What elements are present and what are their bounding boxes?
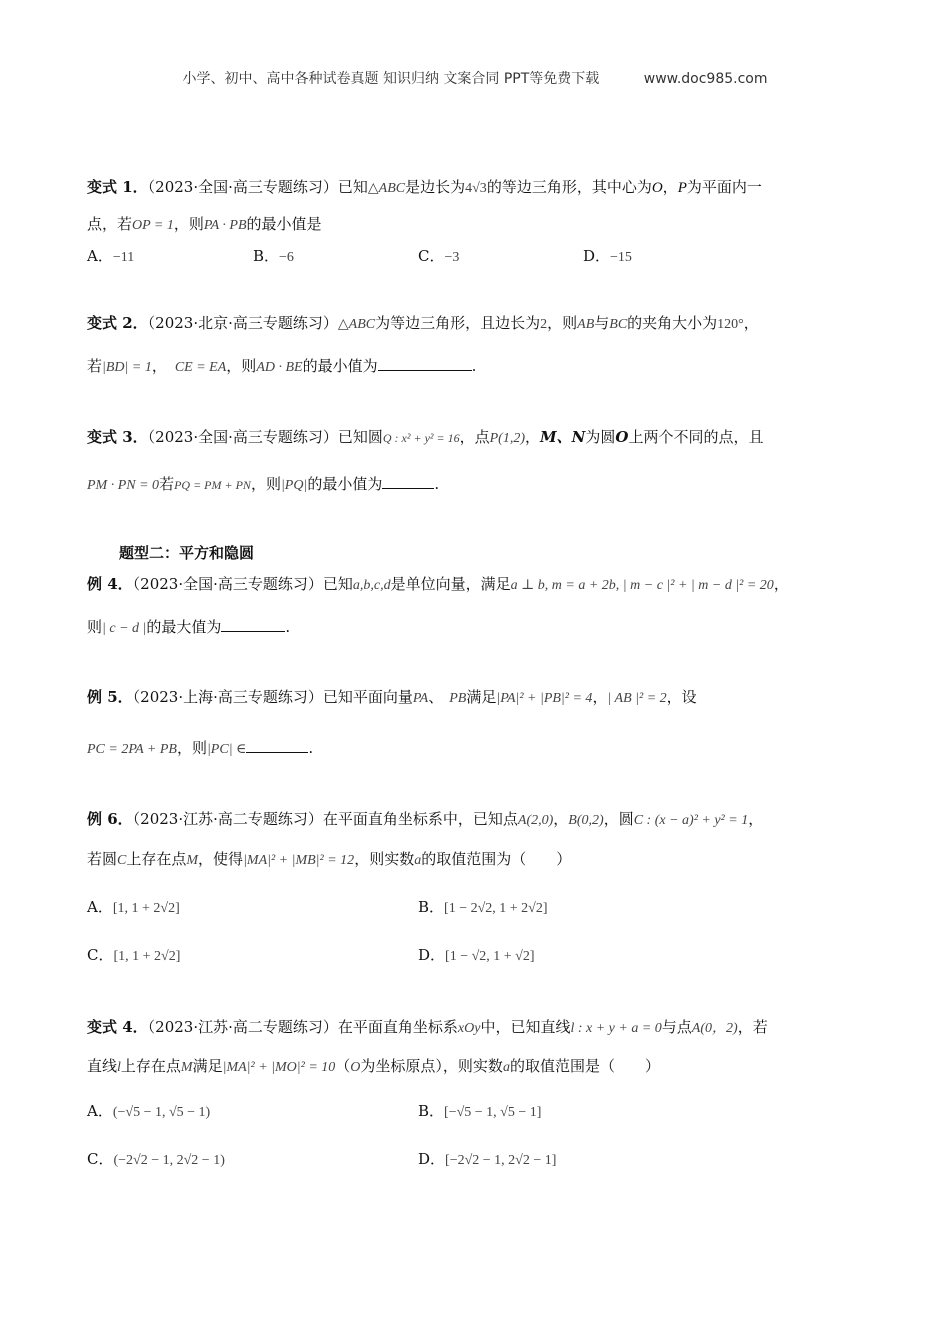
option-c[interactable]: C．[1, 1 + 2√2]: [87, 946, 181, 964]
math-condition: | AB |² = 2: [607, 691, 667, 706]
math-condition: |MA|² + |MO|² = 10: [222, 1060, 336, 1075]
question-text: ，圆: [603, 810, 634, 828]
math-vector-bc: BC: [609, 317, 628, 332]
math-coordinate-system: xOy: [457, 1021, 481, 1036]
math-vector-pb: PB: [449, 691, 467, 706]
question-text: 上存在点: [120, 1057, 181, 1075]
question-text: 的最小值为: [302, 357, 378, 375]
question-text: 的取值范围为（ ）: [421, 850, 572, 868]
math-variable-a: a: [414, 853, 422, 868]
question-text: .: [471, 357, 477, 375]
question-label: 变式 1．: [87, 178, 148, 196]
question-text: （: [335, 1057, 351, 1075]
math-condition: |PA|² + |PB|² = 4: [496, 691, 593, 706]
question-text: ，: [662, 178, 678, 196]
question-text: ，则: [226, 357, 257, 375]
question-text: （2023·上海·高三专题练习）已知平面向量: [132, 688, 413, 706]
question-text: ，: [151, 357, 167, 375]
header-url[interactable]: www.doc985.com: [643, 71, 768, 87]
math-condition: OP = 1: [132, 218, 174, 233]
question-text: ，则: [250, 475, 281, 493]
math-triangle: △ABC: [367, 181, 406, 196]
math-condition: |BD| = 1: [102, 360, 152, 375]
question-text: 是单位向量，满足: [390, 575, 511, 593]
math-points: M、N: [540, 428, 586, 446]
math-expression: | c − d |: [102, 621, 147, 636]
option-b[interactable]: B．[1 − 2√2, 1 + 2√2]: [418, 898, 548, 916]
math-circle-name: O: [615, 428, 629, 446]
math-circle: C : (x − a)² + y² = 1: [633, 813, 749, 828]
math-point-a: A(2,0): [517, 813, 554, 828]
math-center: O: [651, 180, 663, 196]
question-text: 满足: [192, 1057, 223, 1075]
math-expression: |PQ|: [280, 478, 308, 493]
question-text: .: [308, 739, 314, 757]
question-text: ，则: [547, 314, 578, 332]
option-a[interactable]: A．[1, 1 + 2√2]: [87, 898, 180, 916]
math-condition: |MA|² + |MB|² = 12: [243, 853, 355, 868]
math-condition: PC = 2PA + PB: [87, 742, 177, 757]
page-header: [0, 68, 950, 88]
math-triangle: △ABC: [337, 317, 376, 332]
question-text: 是边长为: [405, 178, 466, 196]
option-a[interactable]: A．(−√5 − 1, √5 − 1): [87, 1102, 211, 1120]
question-text: ，使得: [198, 850, 244, 868]
question-text: ，则: [176, 739, 207, 757]
question-text: ，则实数: [354, 850, 415, 868]
question-text: 的最小值是: [246, 215, 322, 233]
question-text: 的最大值为: [146, 618, 222, 636]
question-label: 变式 4．: [87, 1018, 148, 1036]
question-text: 则: [87, 618, 103, 636]
math-circle-name: C: [117, 853, 127, 868]
question-label: 变式 2．: [87, 314, 148, 332]
question-text: （2023·北京·高三专题练习）: [147, 314, 338, 332]
question-text: 的等边三角形，其中心为: [486, 178, 652, 196]
math-circle: Q : x² + y² = 16: [382, 431, 460, 445]
option-c[interactable]: C．−3: [418, 247, 460, 265]
math-angle: 120°: [717, 317, 744, 332]
question-text: （2023·江苏·高二专题练习）在平面直角坐标系中，已知点: [132, 810, 518, 828]
math-condition: a ⊥ b, m = a + 2b, | m − c |² + | m − d |² = 20: [510, 578, 774, 593]
question-text: 、: [428, 688, 444, 706]
math-point-a: A(0，2): [691, 1021, 738, 1036]
math-line: l : x + y + a = 0: [570, 1021, 662, 1036]
question-text: （2023·江苏·高二专题练习）在平面直角坐标系: [147, 1018, 458, 1036]
question-text: 点，若: [87, 215, 133, 233]
question-text: 与点: [661, 1018, 692, 1036]
question-text: 若圆: [87, 850, 118, 868]
math-line-name: l: [117, 1060, 121, 1075]
math-origin: O: [350, 1060, 361, 1075]
question-text: ，点: [459, 428, 490, 446]
question-text: 为平面内一: [686, 178, 762, 196]
question-text: 为等边三角形，且边长为: [375, 314, 541, 332]
question-text: （2023·全国·高三专题练习）已知圆: [147, 428, 383, 446]
question-text: 为圆: [585, 428, 616, 446]
question-text: 中，已知直线: [480, 1018, 571, 1036]
question-text: 上两个不同的点，且: [628, 428, 764, 446]
math-point: P: [677, 180, 687, 196]
question-text: 的夹角大小为: [627, 314, 718, 332]
question-text: ，若: [737, 1018, 768, 1036]
question-text: .: [285, 618, 291, 636]
option-d[interactable]: D．[−2√2 − 1, 2√2 − 1]: [418, 1150, 557, 1168]
question-text: 直线: [87, 1057, 118, 1075]
question-text: 的最小值为: [307, 475, 383, 493]
section-title: 题型二：平方和隐圆: [119, 544, 255, 562]
math-point-m: M: [180, 1060, 193, 1075]
question-text: 满足: [466, 688, 497, 706]
math-expression: |PC| ∈: [206, 742, 247, 757]
math-variable-a: a: [502, 1060, 510, 1075]
question-text: ，: [553, 810, 569, 828]
question-text: ，: [592, 688, 608, 706]
question-label: 例 6．: [87, 810, 133, 828]
math-vector-pa: PA: [412, 691, 429, 706]
option-c[interactable]: C．(−2√2 − 1, 2√2 − 1): [87, 1150, 225, 1168]
question-text: 若: [159, 475, 175, 493]
question-label: 变式 3．: [87, 428, 148, 446]
option-d[interactable]: D．−15: [583, 247, 632, 265]
math-vector-ab: AB: [577, 317, 595, 332]
question-text: （2023·全国·高三专题练习）已知: [147, 178, 368, 196]
question-text: ，: [773, 575, 789, 593]
question-text: ，设: [666, 688, 697, 706]
option-b[interactable]: B．−6: [253, 247, 294, 265]
question-text: .: [434, 475, 440, 493]
math-condition: CE = EA: [174, 360, 227, 375]
option-b[interactable]: B．[−√5 − 1, √5 − 1]: [418, 1102, 542, 1120]
header-text: 小学、初中、高中各种试卷真题 知识归纳 文案合同 PPT等免费下载: [182, 71, 600, 87]
math-condition: PQ = PM + PN: [174, 478, 251, 492]
math-side-length: 4√3: [465, 181, 487, 196]
question-text: ，: [525, 428, 541, 446]
math-point-b: B(0,2): [568, 813, 604, 828]
answer-blank[interactable]: [246, 738, 308, 753]
question-text: ，: [743, 314, 759, 332]
math-expression: AD · BE: [256, 360, 303, 375]
question-text: 与: [594, 314, 610, 332]
option-a[interactable]: A．−11: [87, 247, 135, 265]
answer-blank[interactable]: [378, 356, 472, 371]
question-text: 的取值范围是（ ）: [509, 1057, 660, 1075]
math-expression: PA · PB: [203, 218, 247, 233]
question-text: 为坐标原点），则实数: [360, 1057, 503, 1075]
question-label: 例 4．: [87, 575, 133, 593]
question-text: ，: [748, 810, 764, 828]
math-point: P(1,2): [489, 431, 526, 446]
math-point-m: M: [186, 853, 199, 868]
answer-blank[interactable]: [221, 617, 285, 632]
question-text: （2023·全国·高三专题练习）已知: [132, 575, 353, 593]
math-side-length: 2: [540, 317, 548, 332]
math-variables: a,b,c,d: [352, 578, 391, 593]
math-condition: PM · PN = 0: [87, 478, 160, 493]
option-d[interactable]: D．[1 − √2, 1 + √2]: [418, 946, 535, 964]
question-text: 若: [87, 357, 103, 375]
question-text: 上存在点: [126, 850, 187, 868]
question-text: ，则: [173, 215, 204, 233]
question-label: 例 5．: [87, 688, 133, 706]
answer-blank[interactable]: [382, 474, 434, 489]
